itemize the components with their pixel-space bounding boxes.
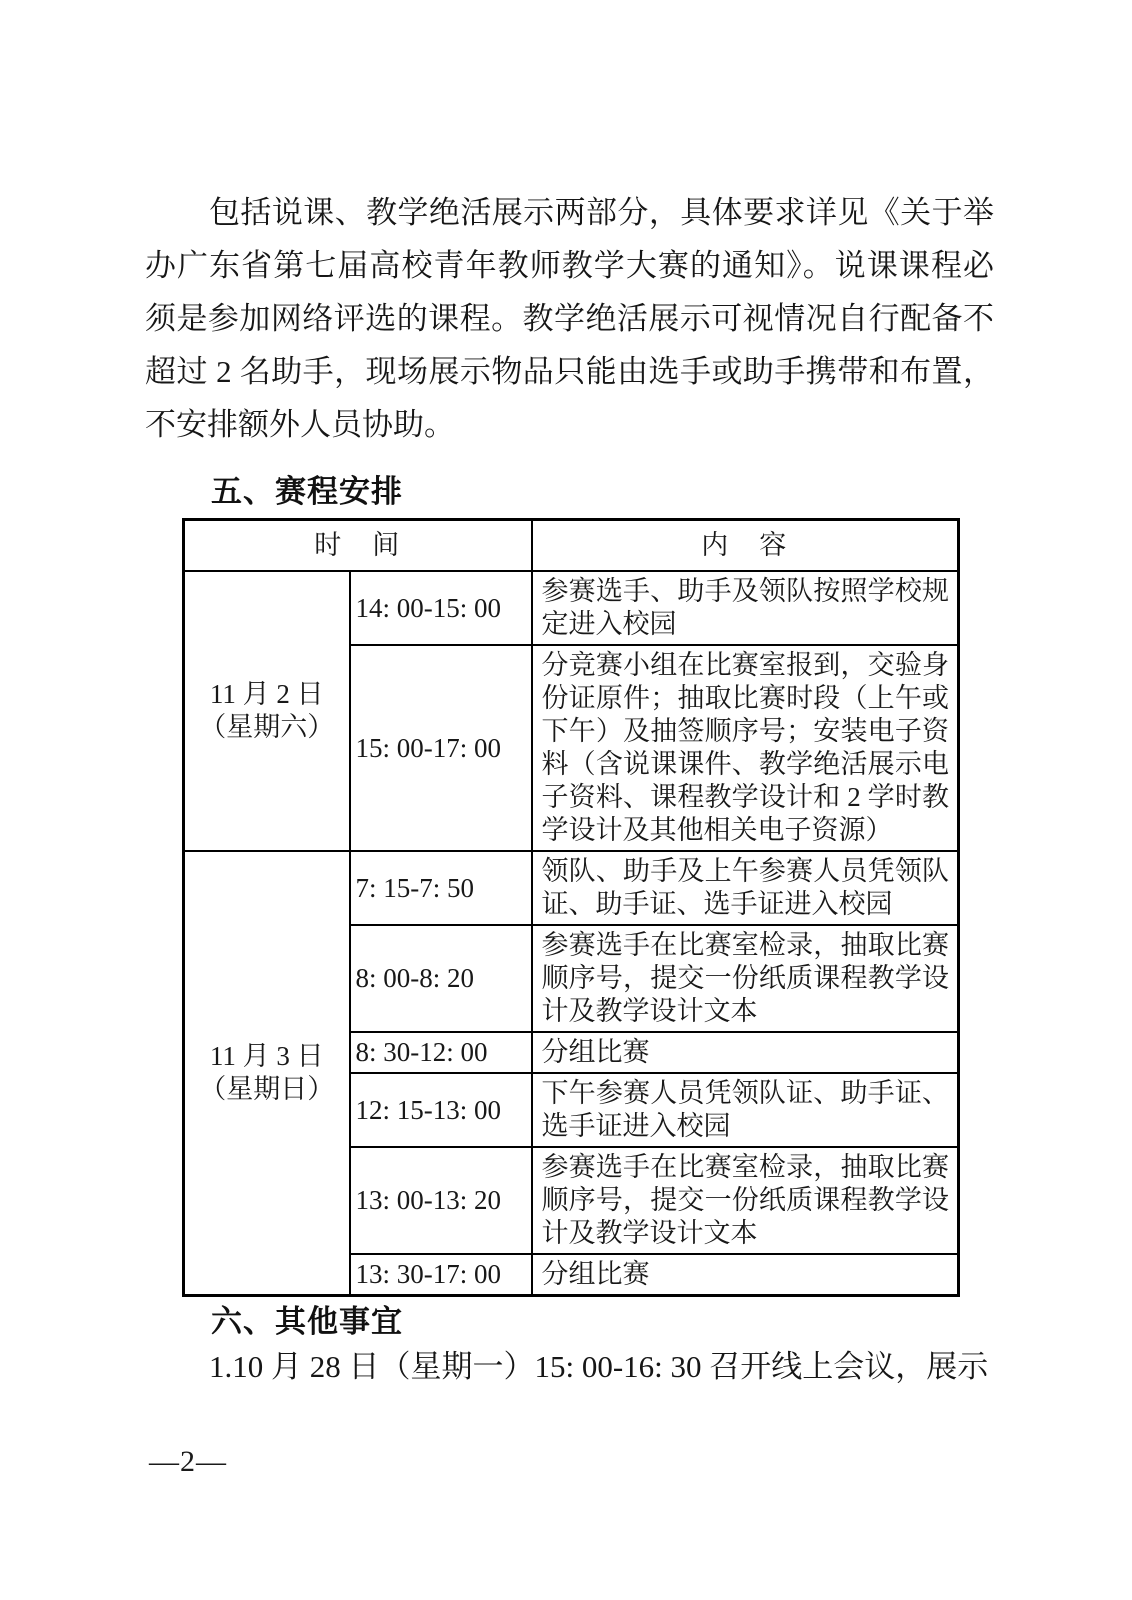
- table-row: [184, 571, 959, 645]
- date-line: 11 月 3 日: [209, 1041, 324, 1071]
- time-cell: 7: 15-7: 50: [350, 851, 532, 925]
- date-line: 11 月 2 日: [209, 679, 324, 709]
- intro-paragraph: 包括说课、教学绝活展示两部分，具体要求详见《关于举办广东省第七届高校青年教师教学大赛的通知》。说课课程必须是参加网络评选的课程。教学绝活展示可视情况自行配备不超过 2 名助手，现场展示物品只能由选手或助手携带和布置，不安排额外人员协助。: [145, 195, 994, 442]
- content-cell: 分组比赛: [532, 1032, 959, 1073]
- content-cell: 参赛选手、助手及领队按照学校规定进入校园: [532, 571, 959, 645]
- table-header-row: [184, 520, 959, 572]
- content-cell: 参赛选手在比赛室检录，抽取比赛顺序号，提交一份纸质课程教学设计及教学设计文本: [532, 925, 959, 1032]
- column-header-time: 时 间: [184, 520, 532, 572]
- content-cell: 分竞赛小组在比赛室报到，交验身份证原件；抽取比赛时段（上午或下午）及抽签顺序号；安装电子资料（含说课课件、教学绝活展示电子资料、课程教学设计和 2 学时教学设计及其他相关电子资源）: [532, 645, 959, 851]
- section6-paragraph: 1.10 月 28 日（星期一）15: 00-16: 30 召开线上会议，展示: [209, 1349, 989, 1384]
- content-cell: 领队、助手及上午参赛人员凭领队证、助手证、选手证进入校园: [532, 851, 959, 925]
- table-row: [184, 851, 959, 925]
- schedule-table: [182, 518, 960, 1297]
- date-cell-nov3: [184, 851, 350, 1296]
- date-cell-nov2: [184, 571, 350, 851]
- date-line: （星期日）: [199, 1074, 335, 1104]
- time-cell: 13: 30-17: 00: [350, 1254, 532, 1296]
- time-cell: 13: 00-13: 20: [350, 1147, 532, 1254]
- date-line: （星期六）: [199, 712, 335, 742]
- content-cell: 分组比赛: [532, 1254, 959, 1296]
- content-cell: 下午参赛人员凭领队证、助手证、选手证进入校园: [532, 1073, 959, 1147]
- time-cell: 8: 00-8: 20: [350, 925, 532, 1032]
- time-cell: 14: 00-15: 00: [350, 571, 532, 645]
- content-cell: 参赛选手在比赛室检录，抽取比赛顺序号，提交一份纸质课程教学设计及教学设计文本: [532, 1147, 959, 1254]
- page-number: —2—: [149, 1445, 227, 1478]
- time-cell: 15: 00-17: 00: [350, 645, 532, 851]
- time-cell: 12: 15-13: 00: [350, 1073, 532, 1147]
- section5-heading: 五、赛程安排: [211, 474, 403, 509]
- column-header-content: 内 容: [532, 520, 959, 572]
- section6-heading: 六、其他事宜: [211, 1304, 403, 1339]
- time-cell: 8: 30-12: 00: [350, 1032, 532, 1073]
